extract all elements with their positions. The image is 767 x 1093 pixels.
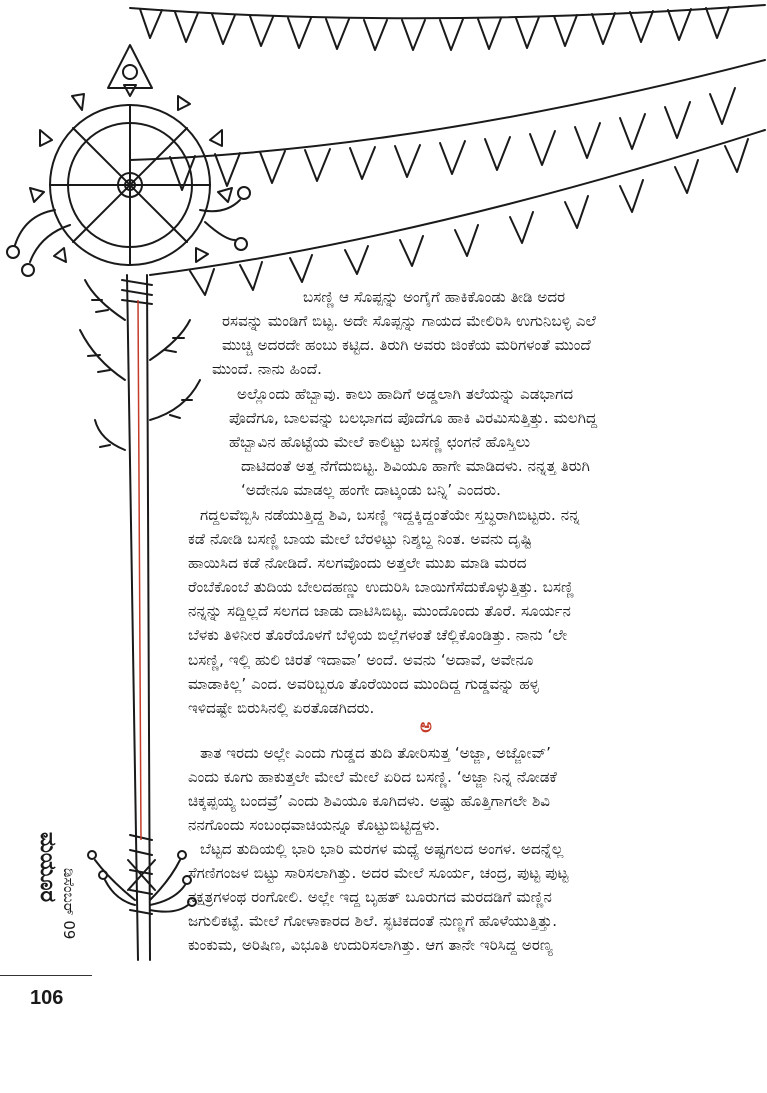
article-line: ನನಗೊಂದು ಸಂಬಂಧವಾಚಿಯನ್ನೂ ಕೊಟ್ಟುಬಿಟ್ಟಿದ್ದಳು. bbox=[188, 816, 440, 834]
bunting-string-lower bbox=[150, 130, 765, 275]
article-line: ಗದ್ದಲವೆಬ್ಬಿಸಿ ನಡೆಯುತ್ತಿದ್ದ ಶಿವಿ, ಬಸಣ್ಣಿ ಇದ್ದಕ್ಕಿದ್ದಂತೆಯೇ ಸ್ತಬ್ಧರಾಗಿಬಿಟ್ಟರು. ನನ್ನ bbox=[200, 506, 580, 524]
issue-date: ಡಿಸೆಂಬರ್ 09 bbox=[60, 868, 78, 940]
article-line: ತಾತ ಇರದು ಅಲ್ಲೇ ಎಂದು ಗುಡ್ಡದ ತುದಿ ತೋರಿಸುತ್ತ ‘ಅಜ್ಜಾ, ಅಜ್ಜೋವ್’ bbox=[200, 744, 552, 762]
magazine-name: ಮಯೂರ bbox=[35, 832, 60, 903]
bunting-string-middle bbox=[130, 60, 765, 160]
pole-right bbox=[147, 275, 150, 960]
article-line: ಬಸಣ್ಣಿ ಆ ಸೊಪ್ಪನ್ನು ಅಂಗೈಗೆ ಹಾಕಿಕೊಂಡು ತೀಡಿ ಅದರ bbox=[303, 288, 566, 306]
article-line: ಬೆಳಕು ತಿಳಿನೀರ ತೊರೆಯೊಳಗೆ ಬೆಳ್ಳಿಯ ಬಿಲ್ಲೆಗಳಂತೆ ಚೆಲ್ಲಿಕೊಂಡಿತ್ತು. ನಾನು ‘ಲೇ bbox=[188, 626, 568, 644]
article-line: ಕಡೆ ನೋಡಿ ಬಸಣ್ಣಿ ಬಾಯ ಮೇಲೆ ಬೆರಳಿಟ್ಟು ನಿಶ್ಶಬ್ದ ನಿಂತ. ಅವನು ದೃಷ್ಟಿ bbox=[188, 530, 533, 548]
article-line: ರಸವನ್ನು ಮಂಡಿಗೆ ಬಿಟ್ಟ. ಅದೇ ಸೊಪ್ಪನ್ನು ಗಾಯದ ಮೇಲಿರಿಸಿ ಉಗುನಿಬಳ್ಳಿ ಎಲೆ bbox=[222, 312, 596, 330]
page-number: 106 bbox=[30, 987, 64, 1009]
article-line: ಮುಚ್ಚಿ ಅದರದೇ ಹಂಬು ಕಟ್ಟಿದ. ತಿರುಗಿ ಅವರು ಜಿಂಕೆಯ ಮರಿಗಳಂತೆ ಮುಂದೆ bbox=[222, 336, 591, 354]
article-line: ಸೆಗಣಿಗಂಜಳ ಬಿಟ್ಟು ಸಾರಿಸಲಾಗಿತ್ತು. ಅದರ ಮೇಲೆ ಸೂರ್ಯ, ಚಂದ್ರ, ಪುಟ್ಟ ಪುಟ್ಟ bbox=[188, 864, 569, 882]
article-line: ಪೊದೆಗೂ, ಬಾಲವನ್ನು ಬಲಭಾಗದ ಪೊದೆಗೂ ಹಾಕಿ ವಿರಮಿಸುತ್ತಿತ್ತು. ಮಲಗಿದ್ದ bbox=[229, 409, 598, 427]
article-line: ರೆಂಬೆಕೊಂಬೆ ತುದಿಯ ಬೇಲದಹಣ್ಣು ಉದುರಿಸಿ ಬಾಯಿಗೆಸೆದುಕೊಳ್ಳುತ್ತಿತ್ತು. ಬಸಣ್ಣಿ bbox=[188, 578, 574, 596]
article-line: ನಕ್ಷತ್ರಗಳಂಥ ರಂಗೋಲಿ. ಅಲ್ಲೇ ಇದ್ದ ಬೃಹತ್ ಬೂರುಗದ ಮರದಡಿಗೆ ಮಣ್ಣಿನ bbox=[188, 888, 552, 906]
article-line: ನನ್ನನ್ನು ಸದ್ದಿಲ್ಲದೆ ಸಲಗದ ಜಾಡು ದಾಟಿಸಿಬಿಟ್ಟ. ಮುಂದೊಂದು ತೊರೆ. ಸೂರ್ಯನ bbox=[188, 602, 571, 620]
article-line: ಅಲ್ಲೊಂದು ಹೆಬ್ಬಾವು. ಕಾಲು ಹಾದಿಗೆ ಅಡ್ಡಲಾಗಿ ತಲೆಯನ್ನು ಎಡಭಾಗದ bbox=[237, 385, 574, 403]
article-line: ಎಂದು ಕೂಗು ಹಾಕುತ್ತಲೇ ಮೇಲೆ ಮೇಲೆ ಏರಿದ ಬಸಣ್ಣಿ. ‘ಅಜ್ಜಾ ನಿನ್ನ ನೋಡಕೆ bbox=[188, 768, 557, 786]
article-line: ಹಾಯಿಸಿದ ಕಡೆ ನೋಡಿದೆ. ಸಲಗವೊಂದು ಅತ್ತಲೇ ಮುಖ ಮಾಡಿ ಮರದ bbox=[188, 554, 527, 572]
article-line: ಮುಂದೆ. ನಾನು ಹಿಂದೆ. bbox=[212, 360, 323, 378]
article-line: ಹೆಬ್ಬಾವಿನ ಹೊಟ್ಟೆಯ ಮೇಲೆ ಕಾಲಿಟ್ಟು ಬಸಣ್ಣಿ ಛಂಗನೆ ಹೊಸ್ತಿಲು bbox=[229, 433, 531, 451]
article-line: ಜಗುಲಿಕಟ್ಟೆ. ಮೇಲೆ ಗೋಳಾಕಾರದ ಶಿಲೆ. ಸ್ಫಟಿಕದಂತೆ ನುಣ್ಣಗೆ ಹೊಳೆಯುತ್ತಿತ್ತು. bbox=[188, 912, 558, 930]
top-finial bbox=[108, 45, 152, 88]
article-line: ಇಳಿದಷ್ಟೇ ಬಿರುಸಿನಲ್ಲಿ ಏರತೊಡಗಿದರು. bbox=[188, 699, 375, 717]
article-line: ಬಸಣ್ಣಿ, ಇಲ್ಲಿ ಹುಲಿ ಚಿರತೆ ಇದಾವಾ’ ಅಂದೆ. ಅವನು ‘ಅದಾವೆ, ಅವೇನೂ bbox=[188, 651, 534, 669]
article-line: ‘ಅದೇನೂ ಮಾಡಲ್ಲ ಹಂಗೇ ದಾಟ್ಕಂಡು ಬನ್ನಿ’ ಎಂದರು. bbox=[241, 481, 502, 499]
article-line: ಚಿಕ್ಕಪ್ಪಯ್ಯ ಬಂದವ್ರೆ’ ಎಂದು ಶಿವಿಯೂ ಕೂಗಿದಳು. ಅಷ್ಟು ಹೊತ್ತಿಗಾಗಲೇ ಶಿವಿ bbox=[188, 792, 551, 810]
article-line: ಮಾಡಾಕಿಲ್ಲ’ ಎಂದ. ಅವರಿಬ್ಬರೂ ತೊರೆಯಿಂದ ಮುಂದಿದ್ದ ಗುಡ್ಡವನ್ನು ಹಳ್ಳ bbox=[188, 675, 539, 693]
article-line: ಕುಂಕುಮ, ಅರಿಷಿಣ, ವಿಭೂತಿ ಉದುರಿಸಲಾಗಿತ್ತು. ಆಗ ತಾನೇ ಇರಿಸಿದ್ದ ಅರಣ್ಯ bbox=[188, 936, 553, 954]
article-line: ಬೆಟ್ಟದ ತುದಿಯಲ್ಲಿ ಭಾರಿ ಭಾರಿ ಮರಗಳ ಮಧ್ಯೆ ಅಷ್ಟಗಲದ ಅಂಗಳ. ಅದನ್ನೆಲ್ಲ bbox=[200, 840, 564, 858]
folio-divider bbox=[0, 975, 92, 976]
article-line: ದಾಟಿದಂತೆ ಅತ್ತ ನೆಗೆದುಬಿಟ್ಟ. ಶಿವಿಯೂ ಹಾಗೇ ಮಾಡಿದಳು. ನನ್ನತ್ತ ತಿರುಗಿ bbox=[241, 457, 590, 475]
section-break-ornament: ಅ bbox=[420, 716, 432, 737]
pole-left bbox=[127, 275, 138, 960]
